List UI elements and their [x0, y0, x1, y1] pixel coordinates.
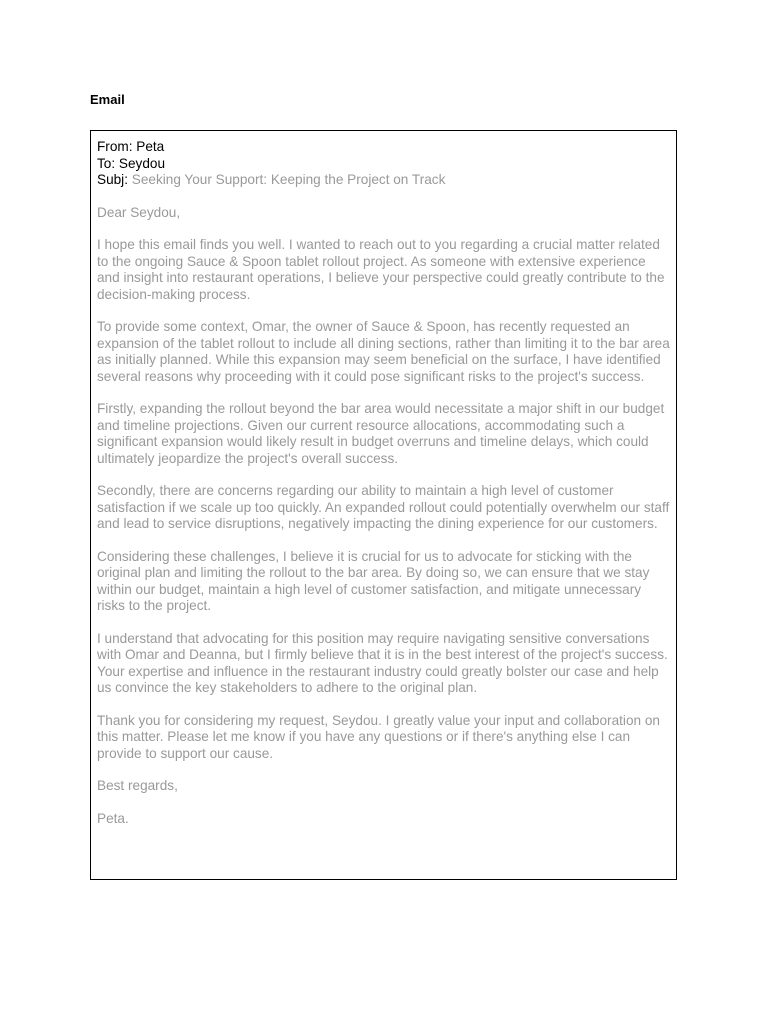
to-value: Seydou [118, 155, 166, 171]
page-title: Email [90, 92, 125, 107]
from-label: From: [97, 139, 133, 154]
body-paragraph: I hope this email finds you well. I wanted to reach out to you regarding a crucial matter related to the ongoing Sauce & Spoon tablet rollout project. As someone with extensive experience and insight into restaurant operations, I believe your perspective could greatly contribute to the decision-making process. [97, 237, 665, 302]
from-value: Peta [136, 139, 165, 154]
body-paragraph: Considering these challenges, I believe it is crucial for us to advocate for sticking with the original plan and limiting the rollout to the bar area. By doing so, we can ensure that we stay within our budget, maintain a high level of customer satisfaction, and mitigate unnecessary risks to the project. [97, 548, 650, 613]
body-paragraph: Thank you for considering my request, Seydou. I greatly value your input and collaboration on this matter. Please let me know if you have any questions or if there's anything else I can provide to support our cause. [97, 712, 660, 761]
email-body [97, 205, 670, 828]
subject-value: Seeking Your Support: Keeping the Project on Track [131, 172, 446, 187]
body-paragraph: Secondly, there are concerns regarding our ability to maintain a high level of customer satisfaction if we scale up too quickly. An expanded rollout could potentially overwhelm our staff and lead to service disruptions, negatively impacting the dining experience for our customers. [97, 483, 670, 531]
closing: Best regards, [97, 778, 178, 793]
from-line [97, 139, 670, 156]
body-paragraph: Firstly, expanding the rollout beyond the bar area would necessitate a major shift in our budget and timeline projections. Given our current resource allocations, accommodating such a significant expansion would likely result in budget overruns and timeline delays, which could ultimately jeopardize the project's overall success. [97, 401, 665, 466]
email-box [90, 130, 677, 880]
to-line [97, 156, 670, 173]
greeting: Dear Seydou, [97, 204, 181, 220]
body-paragraph: I understand that advocating for this position may require navigating sensitive conversations with Omar and Deanna, but I firmly believe that it is in the best interest of the project's success. Your expertise and influence in the restaurant industry could greatly bolster our case and help us convince the key stakeholders to adhere to the original plan. [97, 630, 668, 695]
body-paragraph: To provide some context, Omar, the owner of Sauce & Spoon, has recently requested an expansion of the tablet rollout to include all dining sections, rather than limiting it to the bar area as initially planned. While this expansion may seem beneficial on the surface, I have identified several reasons why proceeding with it could pose significant risks to the project's success. [97, 319, 670, 384]
signature: Peta. [97, 810, 129, 826]
subject-line [97, 172, 670, 189]
subject-label: Subj: [97, 172, 128, 187]
to-label: To: [97, 155, 116, 171]
